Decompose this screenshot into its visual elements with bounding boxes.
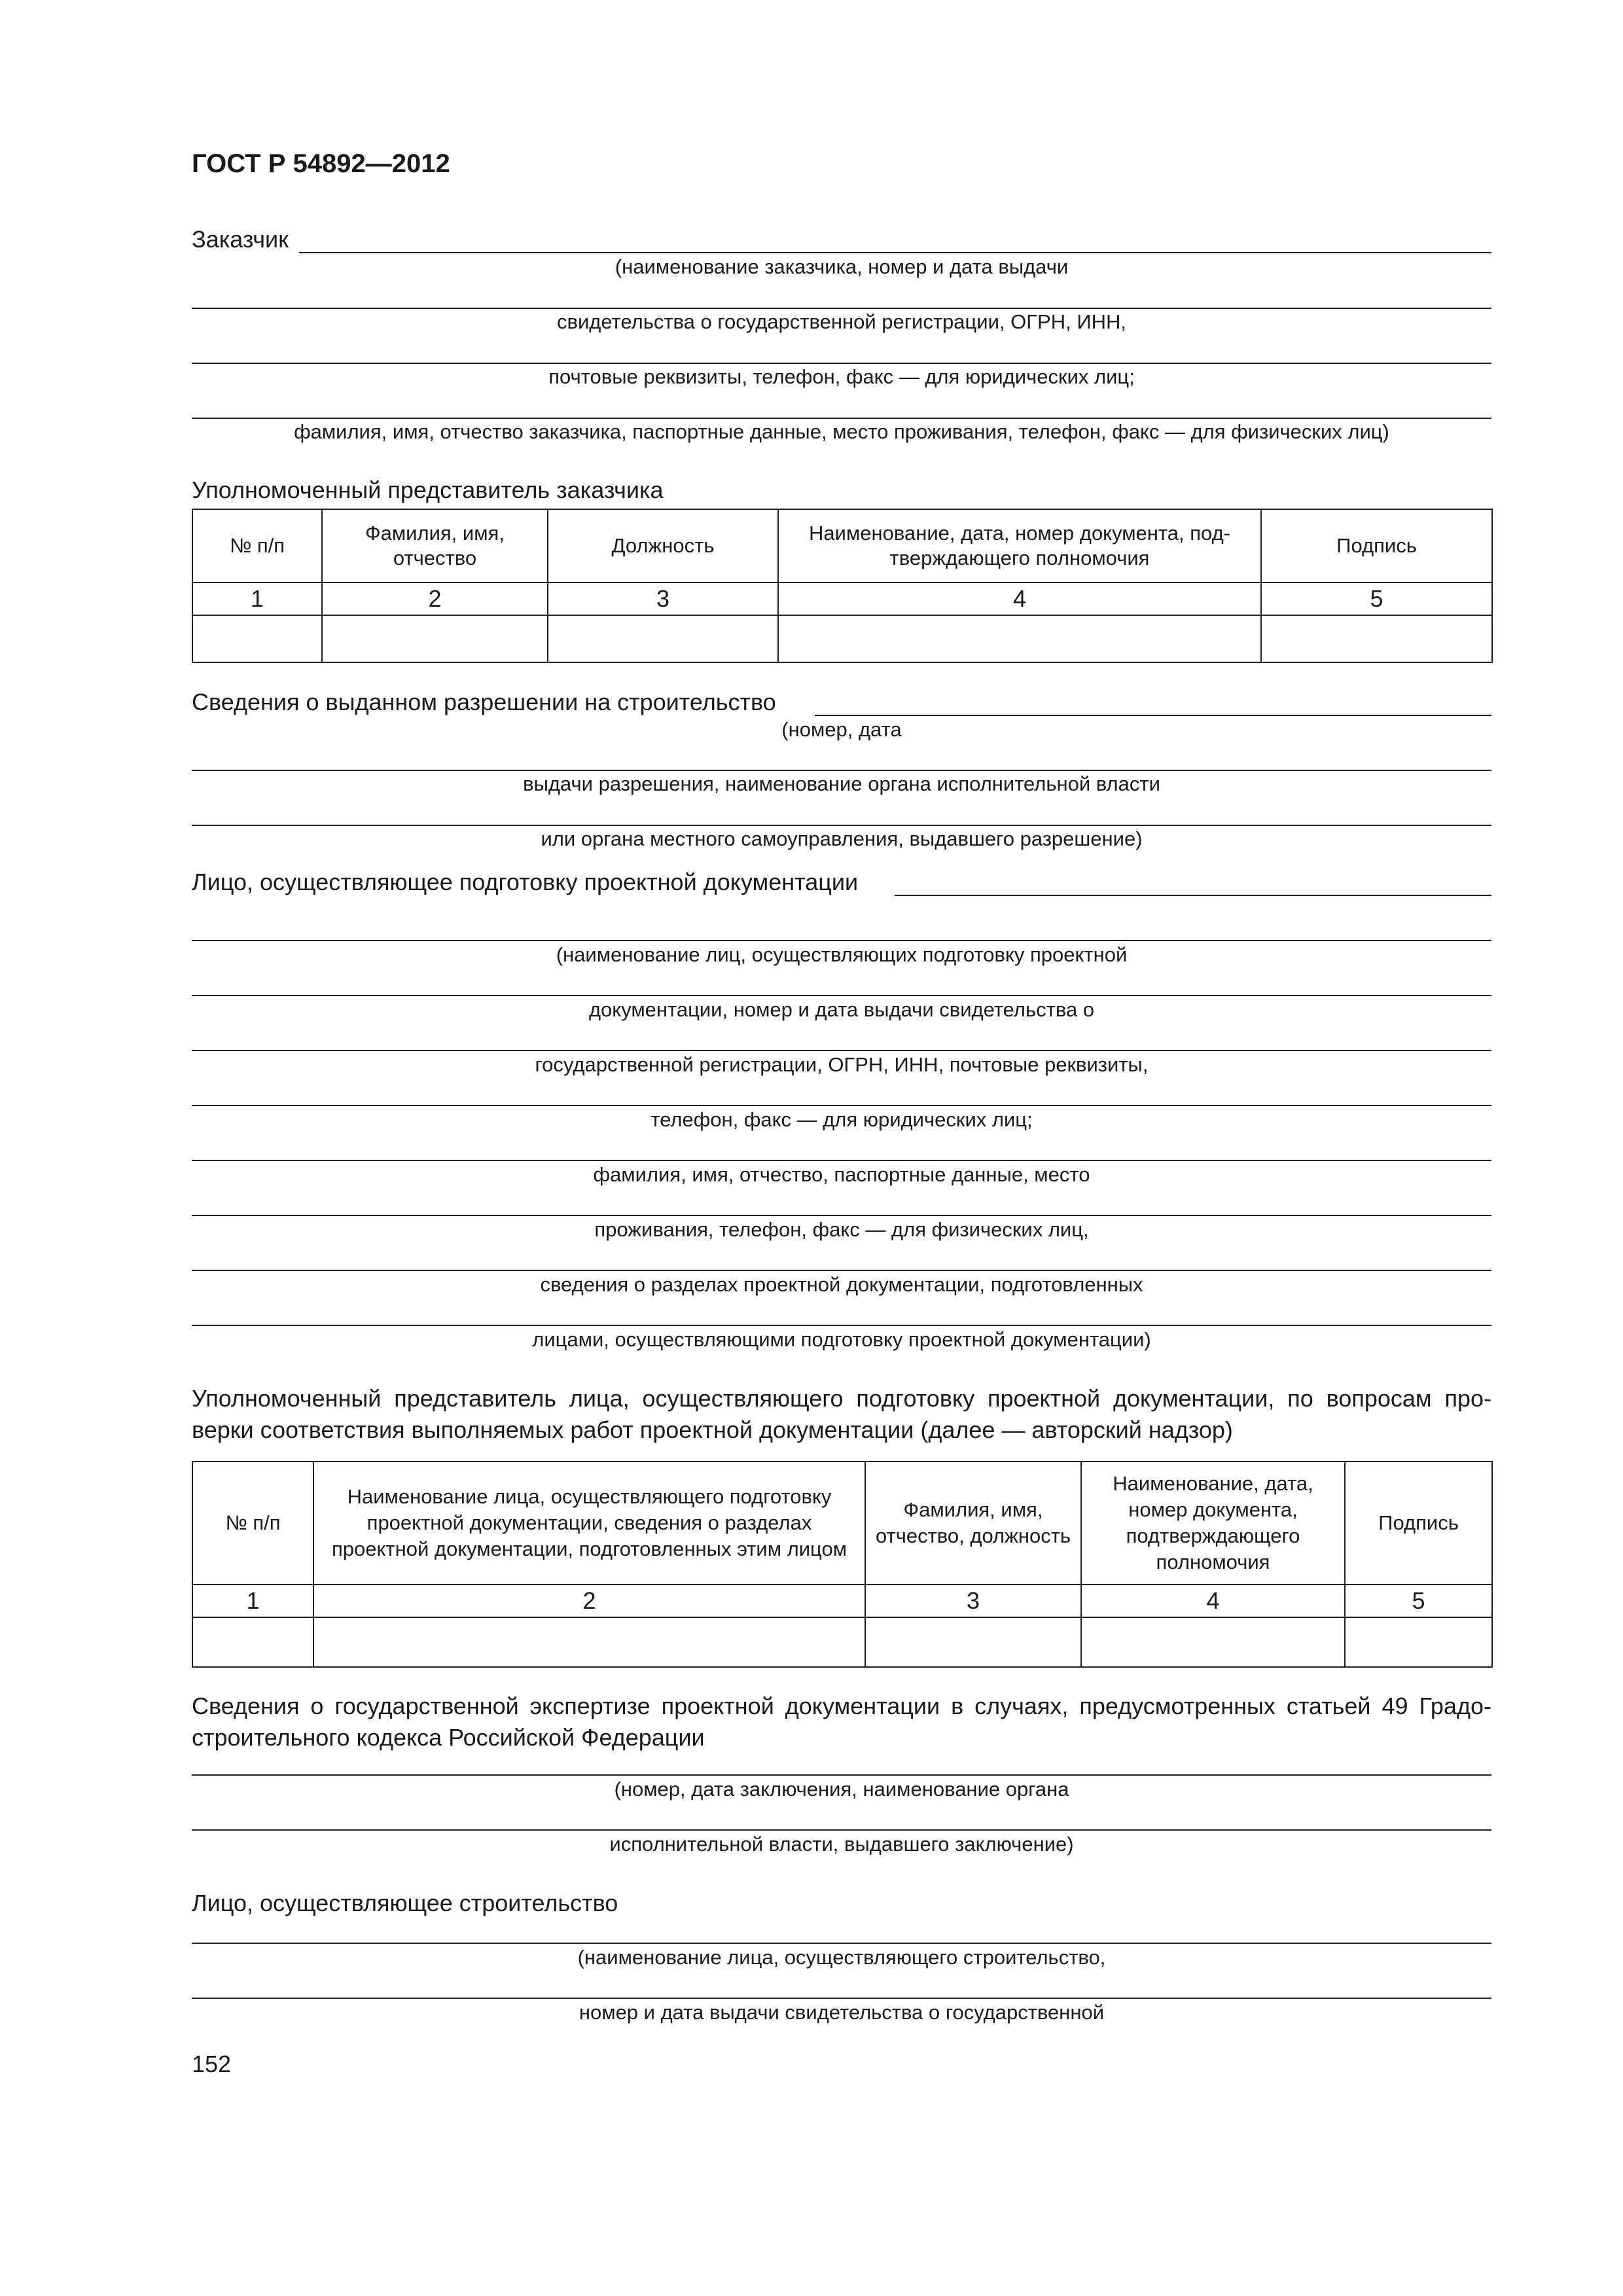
designer-field-line[interactable]: [192, 1325, 1491, 1326]
designer-hint: фамилия, имя, отчество, паспортные данные, место: [593, 1163, 1090, 1186]
builder-field-line[interactable]: [192, 1998, 1491, 1999]
column-number-cell: 1: [192, 583, 322, 615]
column-number-cell: 2: [313, 1585, 865, 1617]
table-header-cell: Должность: [548, 509, 778, 583]
table-header-cell: Подпись: [1345, 1462, 1492, 1585]
customer-field-line[interactable]: [192, 308, 1491, 309]
expertise-hint: (номер, дата заключения, наименование органа: [614, 1778, 1069, 1801]
designer-hint: (наименование лиц, осуществляющих подготовку проектной: [556, 943, 1128, 966]
customer-hint: почтовые реквизиты, телефон, факс — для юридических лиц;: [548, 365, 1135, 388]
permit-field-line[interactable]: [815, 715, 1491, 716]
designer-hint: проживания, телефон, факс — для физических лиц,: [594, 1218, 1089, 1241]
table-input-cell[interactable]: [778, 615, 1261, 662]
table-input-cell[interactable]: [865, 1617, 1081, 1667]
column-number-cell: 4: [778, 583, 1261, 615]
expertise-hint: исполнительной власти, выдавшего заключение): [609, 1833, 1074, 1856]
designer-field-line[interactable]: [192, 1270, 1491, 1271]
customer-field-line[interactable]: [192, 418, 1491, 419]
permit-hint-text: (номер, дата: [781, 718, 902, 741]
table-header-cell: Наименование, дата, номер документа, подтверждающего полномочия: [1081, 1462, 1345, 1585]
permit-field-line[interactable]: [192, 825, 1491, 826]
permit-hint: или органа местного самоуправления, выдавшего разрешение): [541, 827, 1143, 850]
permit-hint: [192, 718, 1491, 742]
designer-field-line[interactable]: [895, 895, 1491, 896]
table-header-cell: Фамилия, имя, отчество, должность: [865, 1462, 1081, 1585]
column-number-cell: 4: [1081, 1585, 1345, 1617]
table-input-cell[interactable]: [548, 615, 778, 662]
table-input-cell[interactable]: [1345, 1617, 1492, 1667]
permit-hint: выдачи разрешения, наименование органа исполнительной власти: [523, 772, 1160, 795]
designer-hint: телефон, факс — для юридических лиц;: [651, 1108, 1033, 1131]
designer-field-line[interactable]: [192, 1215, 1491, 1216]
table-header-cell: № п/п: [192, 1462, 313, 1585]
builder-hint: номер и дата выдачи свидетельства о государственной: [579, 2001, 1105, 2024]
table-header-cell: Наименование лица, осуществляющего подготовку проектной документации, сведения о разделах проектной документации, подготовленных этим лицом: [313, 1462, 865, 1585]
table-header-cell: Фамилия, имя, отчество: [322, 509, 548, 583]
table-header-cell: Наименование, дата, номер документа, под-тверждающего полномочия: [778, 509, 1261, 583]
designer-hint: сведения о разделах проектной документации, подготовленных: [540, 1273, 1143, 1296]
customer-hint: фамилия, имя, отчество заказчика, паспортные данные, место проживания, телефон, факс — для физических лиц): [294, 420, 1389, 443]
table-input-cell[interactable]: [313, 1617, 865, 1667]
page-number: 152: [192, 2051, 232, 2077]
table-header-cell: № п/п: [192, 509, 322, 583]
designer-rep-paragraph: Уполномоченный представитель лица, осуществляющего подготовку проектной документации, по вопросам про-верки соответствия выполняемых работ проектной документации (далее — авторский надзор): [192, 1385, 1491, 1443]
expertise-field-line[interactable]: [192, 1774, 1491, 1776]
table-input-cell[interactable]: [192, 1617, 313, 1667]
builder-hint: (наименование лица, осуществляющего строительство,: [577, 1946, 1106, 1969]
designer-field-line[interactable]: [192, 1050, 1491, 1051]
designer-label: Лицо, осуществляющее подготовку проектной документации: [192, 869, 859, 895]
customer-hint: свидетельства о государственной регистрации, ОГРН, ИНН,: [556, 310, 1127, 333]
designer-field-line[interactable]: [192, 1105, 1491, 1106]
column-number-cell: 2: [322, 583, 548, 615]
column-number-cell: 3: [548, 583, 778, 615]
permit-field-line[interactable]: [192, 770, 1491, 771]
table-input-cell[interactable]: [322, 615, 548, 662]
designer-hint: лицами, осуществляющими подготовку проектной документации): [532, 1328, 1151, 1351]
customer-field-line[interactable]: [299, 252, 1491, 253]
column-number-cell: 5: [1345, 1585, 1492, 1617]
permit-label: Сведения о выданном разрешении на строительство: [192, 689, 776, 715]
builder-field-line[interactable]: [192, 1943, 1491, 1944]
expertise-paragraph: Сведения о государственной экспертизе проектной документации в случаях, предусмотренных статьей 49 Градо-строительного кодекса Российской Федерации: [192, 1693, 1491, 1751]
table-header-cell: Подпись: [1261, 509, 1492, 583]
designer-hint: государственной регистрации, ОГРН, ИНН, почтовые реквизиты,: [535, 1053, 1149, 1076]
customer-field-line[interactable]: [192, 363, 1491, 364]
designer-rep-table: [192, 1461, 1493, 1668]
customer-hint: (наименование заказчика, номер и дата выдачи: [615, 255, 1069, 278]
expertise-field-line[interactable]: [192, 1829, 1491, 1831]
table-input-cell[interactable]: [1261, 615, 1492, 662]
customer-rep-title: Уполномоченный представитель заказчика: [192, 476, 664, 503]
column-number-cell: 1: [192, 1585, 313, 1617]
designer-field-line[interactable]: [192, 1160, 1491, 1161]
designer-field-line[interactable]: [192, 940, 1491, 941]
document-code: ГОСТ Р 54892—2012: [192, 149, 450, 178]
table-input-cell[interactable]: [192, 615, 322, 662]
designer-hint: документации, номер и дата выдачи свидетельства о: [588, 998, 1095, 1021]
column-number-cell: 3: [865, 1585, 1081, 1617]
customer-rep-table: [192, 509, 1493, 663]
builder-label: Лицо, осуществляющее строительство: [192, 1890, 618, 1916]
customer-label: Заказчик: [192, 226, 289, 253]
column-number-cell: 5: [1261, 583, 1492, 615]
table-input-cell[interactable]: [1081, 1617, 1345, 1667]
designer-field-line[interactable]: [192, 995, 1491, 996]
